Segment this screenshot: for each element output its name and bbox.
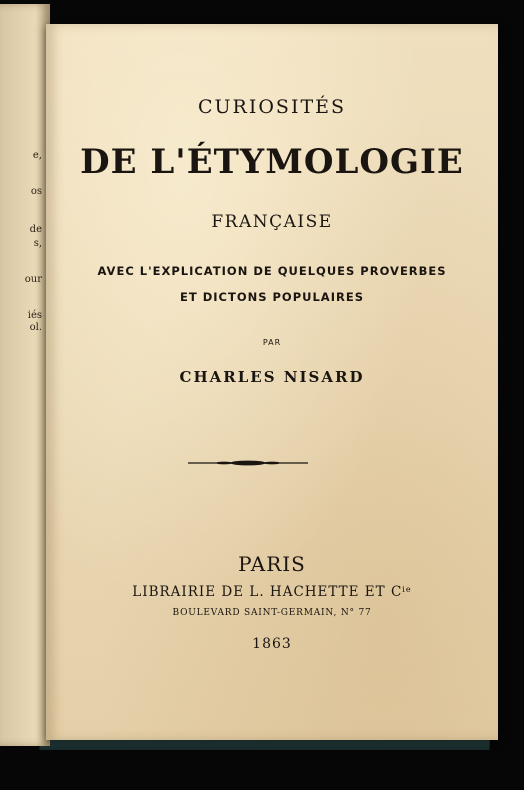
left-page-fragment: ol. — [29, 322, 42, 333]
left-page — [0, 4, 50, 746]
left-page-fragment: e, — [32, 150, 42, 161]
publisher-city: PARIS — [238, 552, 306, 576]
publication-year: 1863 — [252, 636, 292, 652]
left-page-fragment: os — [30, 186, 42, 197]
author-name: CHARLES NISARD — [179, 368, 365, 386]
par-label: PAR — [262, 338, 282, 347]
publisher-name — [46, 584, 498, 600]
left-page-fragment: s, — [33, 238, 42, 249]
ornament-rule — [188, 458, 308, 468]
title-line-francaise: FRANÇAISE — [211, 212, 333, 232]
left-page-fragment: iés — [27, 310, 42, 321]
publisher-address: BOULEVARD SAINT-GERMAIN, N° 77 — [172, 608, 372, 618]
subtitle-line-1: AVEC L'EXPLICATION DE QUELQUES PROVERBES — [97, 264, 447, 278]
publisher-name-superscript: ie — [402, 584, 412, 594]
title-line-etymologie: DE L'ÉTYMOLOGIE — [80, 142, 464, 182]
left-page-fragment: de — [29, 224, 42, 235]
title-page — [46, 24, 498, 740]
left-page-fragment: our — [24, 274, 42, 285]
subtitle-line-2: ET DICTONS POPULAIRES — [180, 290, 364, 304]
publisher-name-text: LIBRAIRIE DE L. HACHETTE ET C — [132, 584, 403, 600]
title-line-curiosites: CURIOSITÉS — [197, 96, 347, 118]
